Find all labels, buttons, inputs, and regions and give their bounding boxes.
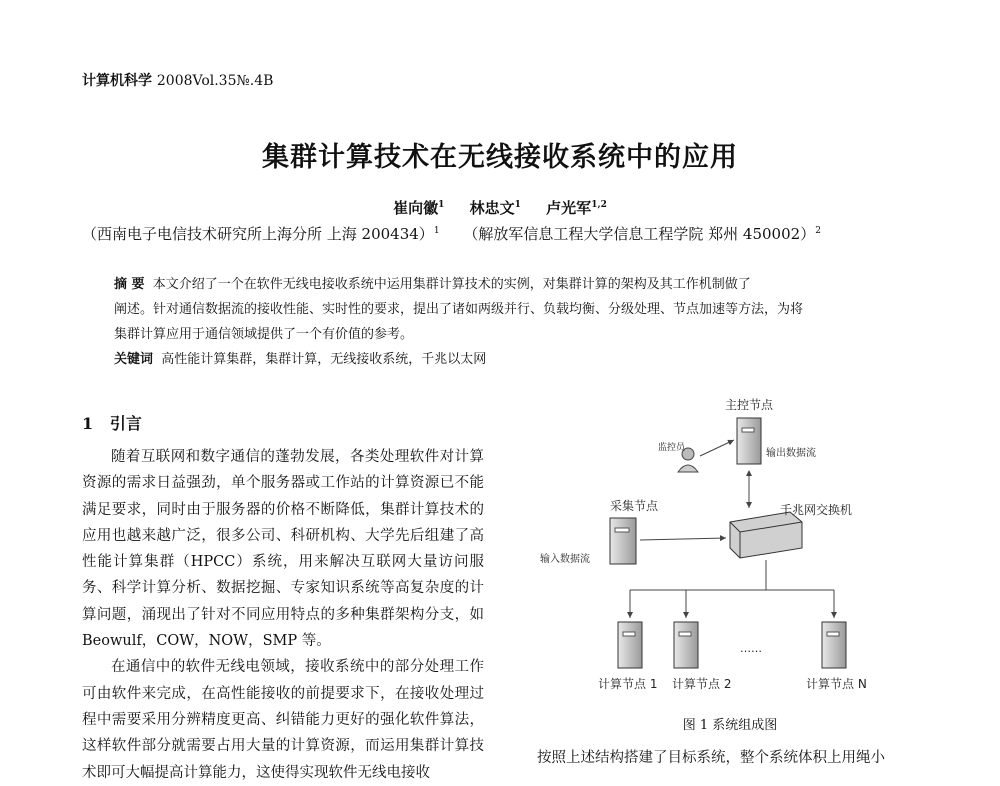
label-dots: …… <box>740 642 762 655</box>
master-node-icon <box>737 418 761 464</box>
label-node1: 计算节点 1 <box>598 677 658 691</box>
label-switch: 千兆网交换机 <box>780 503 853 517</box>
abstract-line: 本文介绍了一个在软件无线电接收系统中运用集群计算技术的实例，对集群计算的架构及其工作机制做了 <box>152 277 751 292</box>
label-collect: 采集节点 <box>610 499 659 513</box>
label-monitor: 监控员 <box>658 443 686 453</box>
paragraph: 在通信中的软件无线电领域，接收系统中的部分处理工作可由软件来完成，在高性能接收的前提要求下，在接收处理过程中需要采用分辨精度更高、纠错能力更好的强化软件算法，这样软件部分就需要占用大量的计算资源，而运用集群计算技术即可大幅提高计算能力，这使得实现软件无线电接收 <box>82 659 484 781</box>
abstract <box>114 272 884 347</box>
label-nodeN: 计算节点 N <box>806 677 867 691</box>
abstract-line: 阐述。针对通信数据流的接收性能、实时性的要求，提出了诸如两级并行、负载均衡、分级处理、节点加速等方法，为将 <box>114 302 804 317</box>
journal-name: 计算机科学 <box>82 73 152 89</box>
figure-caption: 图 1 系统组成图 <box>682 718 778 733</box>
switch-icon <box>730 512 802 558</box>
label-input: 输入数据流 <box>540 554 590 565</box>
monitor-link <box>700 440 734 456</box>
authors <box>0 197 1000 218</box>
label-output: 输出数据流 <box>766 448 816 459</box>
keywords-label: 关键词 <box>114 352 154 367</box>
label-node2: 计算节点 2 <box>672 677 732 691</box>
affiliations: （西南电子电信技术研究所上海分所 上海 200434）$^1$ （解放军信息工程大学信息工程学院 郑州 450002）$^2$ <box>82 225 821 243</box>
journal-header <box>82 70 273 90</box>
section-heading: 1 引言 <box>82 414 142 433</box>
abstract-line: 集群计算应用于通信领域提供了一个有价值的参考。 <box>114 327 414 342</box>
right-column-text: 按照上述结构搭建了目标系统，整个系统体积上用绳小 <box>537 750 885 766</box>
author-3: 卢光军$^{1,2}$ <box>546 199 607 217</box>
keywords-text: 高性能计算集群，集群计算，无线接收系统，千兆以太网 <box>161 352 487 367</box>
author-1: 崔向徽$^1$ <box>393 199 445 217</box>
affiliation-1: （西南电子电信技术研究所上海分所 上海 200434） <box>82 225 434 243</box>
abstract-label: 摘 要 <box>114 277 145 292</box>
paragraph: 随着互联网和数字通信的蓬勃发展，各类处理软件对计算资源的需求日益强劲，单个服务器或工作站的计算资源已不能满足要求，同时由于服务器的价格不断降低，集群计算技术的应用也越来越广泛，很多公司、科研机构、大学先后组建了高性能计算集群（HPCC）系统，用来解决互联网大量访问服务、科学计算分析、数据挖掘、专家知识系统等高复杂度的计算问题，涌现出了针对不同应用特点的多种集群架构分支，如 Beowulf，COW，NOW，SMP 等。 <box>82 449 484 650</box>
affiliation-2: （解放军信息工程大学信息工程学院 郑州 450002） <box>463 225 816 243</box>
compute-node-2-icon <box>674 622 698 668</box>
keywords <box>114 348 486 367</box>
compute-node-1-icon <box>618 622 642 668</box>
paper-title: 集群计算技术在无线接收系统中的应用 <box>262 142 738 173</box>
system-diagram <box>540 390 920 730</box>
journal-volume: 2008Vol.35№.4B <box>156 73 274 89</box>
collect-switch-link <box>640 538 726 540</box>
compute-node-n-icon <box>822 622 846 668</box>
author-2: 林忠文$^1$ <box>469 199 521 217</box>
collect-node-icon <box>610 518 636 564</box>
body-text <box>82 444 484 786</box>
label-master: 主控节点 <box>725 398 774 412</box>
diagram-svg <box>540 390 920 730</box>
